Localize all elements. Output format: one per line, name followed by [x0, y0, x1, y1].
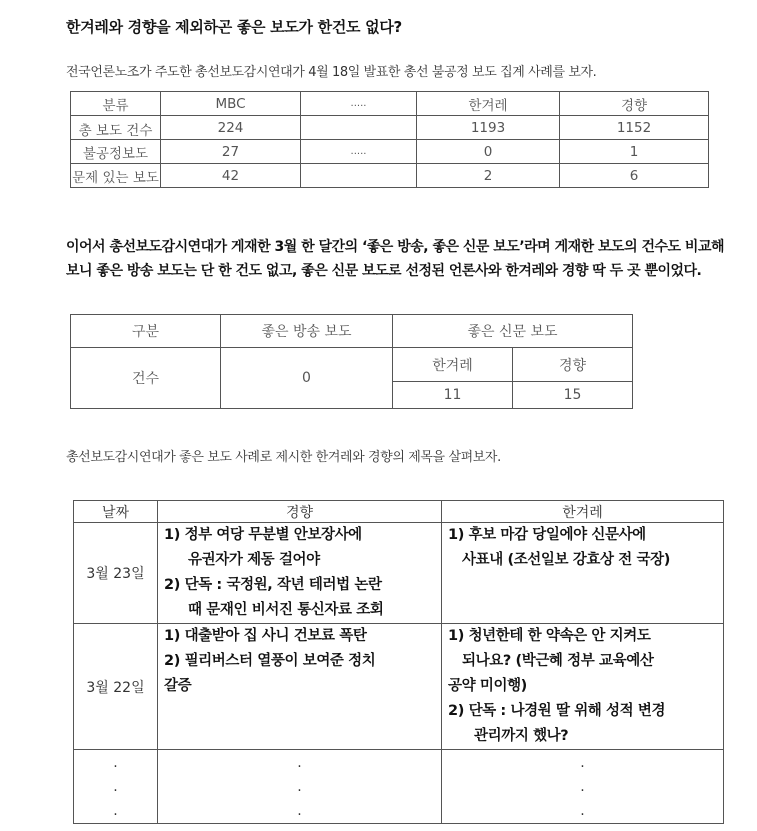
table3-hankyoreh-cell: [442, 523, 724, 624]
ellipsis-cell: [158, 750, 442, 824]
table2-broadcast-count: 0: [221, 348, 393, 409]
table1-cell: 0: [417, 140, 560, 164]
table1-header: MBC: [161, 92, 301, 116]
table-row: [74, 523, 724, 624]
table1-header: 경향: [560, 92, 709, 116]
headline-line: 되나요? (박근혜 정부 교육예산: [462, 653, 654, 669]
headline-line: 공약 미이행): [448, 678, 527, 694]
table1-cell: 1: [560, 140, 709, 164]
good-report-count-table: [70, 314, 633, 409]
table1-row-label: 총 보도 건수: [71, 116, 161, 140]
table2-sub-kyunghyang: 경향: [513, 348, 633, 382]
table1-cell: 27: [161, 140, 301, 164]
table-row: [71, 116, 709, 140]
table1-cell: 224: [161, 116, 301, 140]
table1-cell: 6: [560, 164, 709, 188]
table1-header: 분류: [71, 92, 161, 116]
table1-cell: [301, 164, 417, 188]
ellipsis-dot: .: [580, 754, 585, 771]
table1-cell: .....: [301, 140, 417, 164]
table1-header: 한겨레: [417, 92, 560, 116]
table2-header-gubun: 구분: [71, 315, 221, 348]
headline-line: 때 문재인 비서진 통신자료 조회: [188, 602, 384, 618]
table3-date: 3월 22일: [74, 624, 158, 750]
headline-comparison-table: [73, 500, 724, 824]
ellipsis-dot: .: [113, 802, 118, 819]
ellipsis-dot: .: [113, 754, 118, 771]
table1-cell: 42: [161, 164, 301, 188]
table1-header: .....: [301, 92, 417, 116]
table-row: [71, 348, 633, 382]
table3-kyunghyang-cell: [158, 523, 442, 624]
table2-hankyoreh-count: 11: [393, 382, 513, 409]
table2-row-label: 건수: [71, 348, 221, 409]
intro-paragraph-3: 총선보도감시연대가 좋은 보도 사례로 제시한 한겨레와 경향의 제목을 살펴보자.: [66, 450, 501, 465]
table3-kyunghyang-cell: [158, 624, 442, 750]
headline-line: 2) 단독 : 나경원 딸 위해 성적 변경: [448, 703, 666, 719]
table2-header-broadcast: 좋은 방송 보도: [221, 315, 393, 348]
table1-cell: [301, 116, 417, 140]
table2-header-newspaper: 좋은 신문 보도: [393, 315, 633, 348]
headline-line: 관리까지 했나?: [474, 728, 569, 744]
headline-line: 1) 후보 마감 당일에야 신문사에: [448, 527, 646, 543]
headline-line: 갈증: [164, 678, 192, 694]
intro-paragraph-1: 전국언론노조가 주도한 총선보도감시연대가 4월 18일 발표한 총선 불공정 보도 집계 사례를 보자.: [66, 65, 597, 80]
ellipsis-dot: .: [113, 778, 118, 795]
ellipsis-dot: .: [580, 778, 585, 795]
table1-row-label: 불공정보도: [71, 140, 161, 164]
ellipsis-dot: .: [297, 802, 302, 819]
table3-date: 3월 23일: [74, 523, 158, 624]
table3-header-hankyoreh: 한겨레: [442, 501, 724, 523]
table2-header-row: [71, 315, 633, 348]
ellipsis-dot: .: [297, 754, 302, 771]
table3-header-kyunghyang: 경향: [158, 501, 442, 523]
intro-paragraph-2: 이어서 총선보도감시연대가 게재한 3월 한 달간의 ‘좋은 방송, 좋은 신문 보도’라며 게재한 보도의 건수도 비교해보니 좋은 방송 보도는 단 한 건도 없고, 좋은 신문 보도로 선정된 언론사와 한겨레와 경향 딱 두 곳 뿐이었다.: [66, 239, 724, 279]
headline-line: 1) 대출받아 집 사니 건보료 폭탄: [164, 628, 367, 644]
table-row: [74, 750, 724, 824]
table-row: [71, 140, 709, 164]
table2-kyunghyang-count: 15: [513, 382, 633, 409]
headline-line: 2) 단독 : 국정원, 작년 테러법 논란: [164, 577, 382, 593]
unfair-report-table: [70, 91, 709, 188]
table2-sub-hankyoreh: 한겨레: [393, 348, 513, 382]
table1-cell: 2: [417, 164, 560, 188]
ellipsis-cell: [442, 750, 724, 824]
headline-line: 사표내 (조선일보 강효상 전 국장): [462, 552, 670, 568]
headline-line: 1) 정부 여당 무분별 안보장사에: [164, 527, 362, 543]
table1-cell: 1193: [417, 116, 560, 140]
table-row: [74, 624, 724, 750]
table3-hankyoreh-cell: [442, 624, 724, 750]
table-row: [71, 164, 709, 188]
page-heading: 한겨레와 경향을 제외하곤 좋은 보도가 한건도 없다?: [66, 18, 402, 36]
table1-row-label: 문제 있는 보도: [71, 164, 161, 188]
ellipsis-dot: .: [297, 778, 302, 795]
headline-line: 1) 청년한테 한 약속은 안 지켜도: [448, 628, 651, 644]
headline-line: 유권자가 제동 걸어야: [188, 552, 320, 568]
headline-line: 2) 필리버스터 열풍이 보여준 정치: [164, 653, 376, 669]
table3-header-date: 날짜: [74, 501, 158, 523]
table3-header-row: [74, 501, 724, 523]
table1-header-row: [71, 92, 709, 116]
ellipsis-cell: [74, 750, 158, 824]
table1-cell: 1152: [560, 116, 709, 140]
ellipsis-dot: .: [580, 802, 585, 819]
